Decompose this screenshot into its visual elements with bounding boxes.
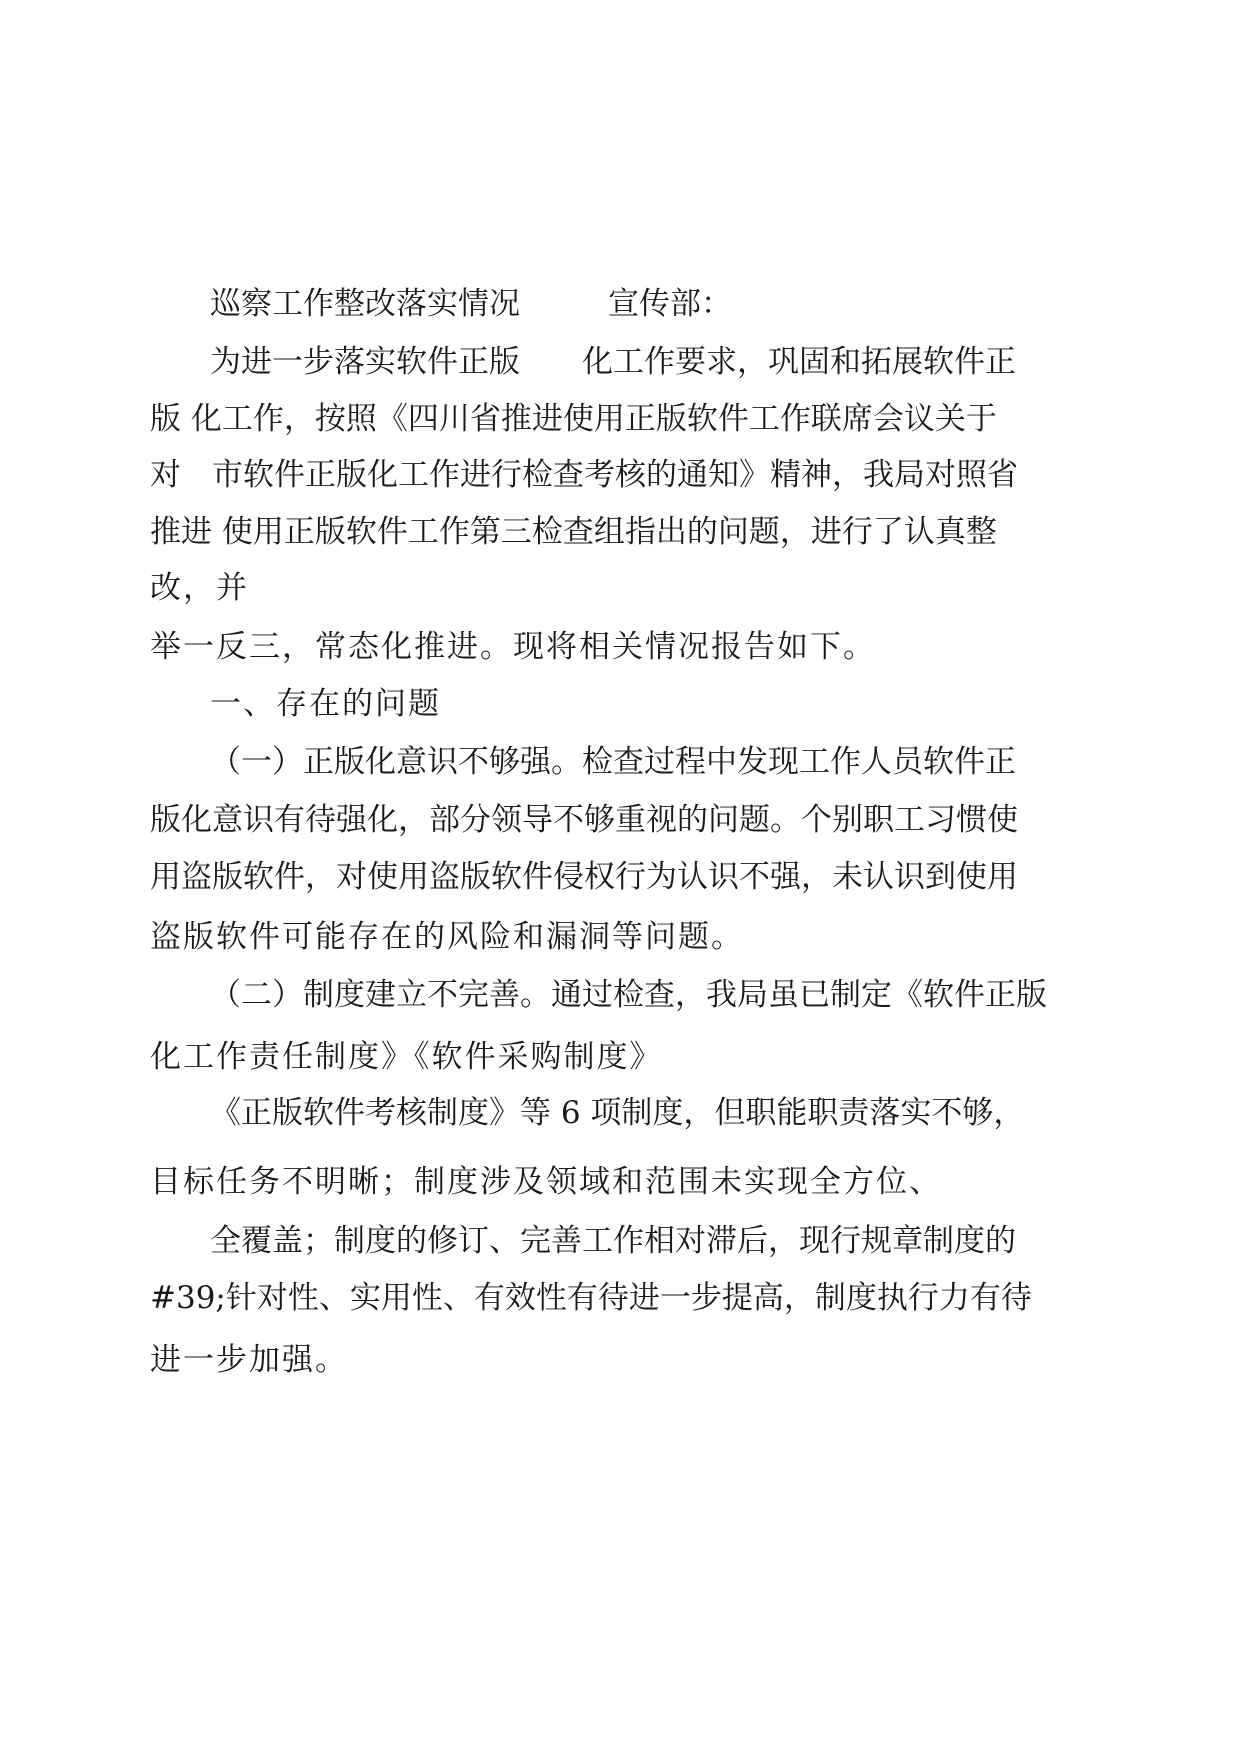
section-heading: 一、存在的问题 [210,686,441,722]
intro-line-5: 改，并 [150,570,249,606]
intro-line-1: 为进一步落实软件正版 化工作要求，巩固和拓展软件正 [210,344,1016,380]
document-title: 巡察工作整改落实情况 [210,286,520,322]
item-1-line-3: 用盗版软件，对使用盗版软件侵权行为认识不强，未认识到使用 [150,859,1018,895]
item-2-line-1: （二）制度建立不完善。通过检查，我局虽已制定《软件正版 [210,977,1047,1013]
item-2-line-6: #39;针对性、实用性、有效性有待进一步提高，制度执行力有待 [150,1280,1032,1316]
item-1-line-2: 版化意识有待强化，部分领导不够重视的问题。个别职工习惯使 [150,802,1018,838]
item-1-line-1: （一）正版化意识不够强。检查过程中发现工作人员软件正 [210,744,1016,780]
item-1-line-4: 盗版软件可能存在的风险和漏洞等问题。 [150,919,744,955]
item-2-line-5: 全覆盖；制度的修订、完善工作相对滞后，现行规章制度的 [210,1223,1016,1259]
addressee: 宣传部： [608,286,732,322]
item-2-line-2: 化工作责任制度》《软件采购制度》 [150,1039,663,1075]
item-2-line-4: 目标任务不明晰；制度涉及领域和范围未实现全方位、 [150,1164,942,1200]
intro-line-6: 举一反三，常态化推进。现将相关情况报告如下。 [150,629,876,665]
item-2-line-3: 《正版软件考核制度》等 6 项制度，但职能职责落实不够， [210,1095,1025,1131]
intro-line-4: 推进 使用正版软件工作第三检查组指出的问题，进行了认真整 [150,514,997,550]
intro-line-3: 对 市软件正版化工作进行检查考核的通知》精神，我局对照省 [150,457,1018,493]
intro-line-2: 版 化工作，按照《四川省推进使用正版软件工作联席会议关于 [150,401,997,437]
item-2-line-7: 进一步加强。 [150,1342,348,1378]
